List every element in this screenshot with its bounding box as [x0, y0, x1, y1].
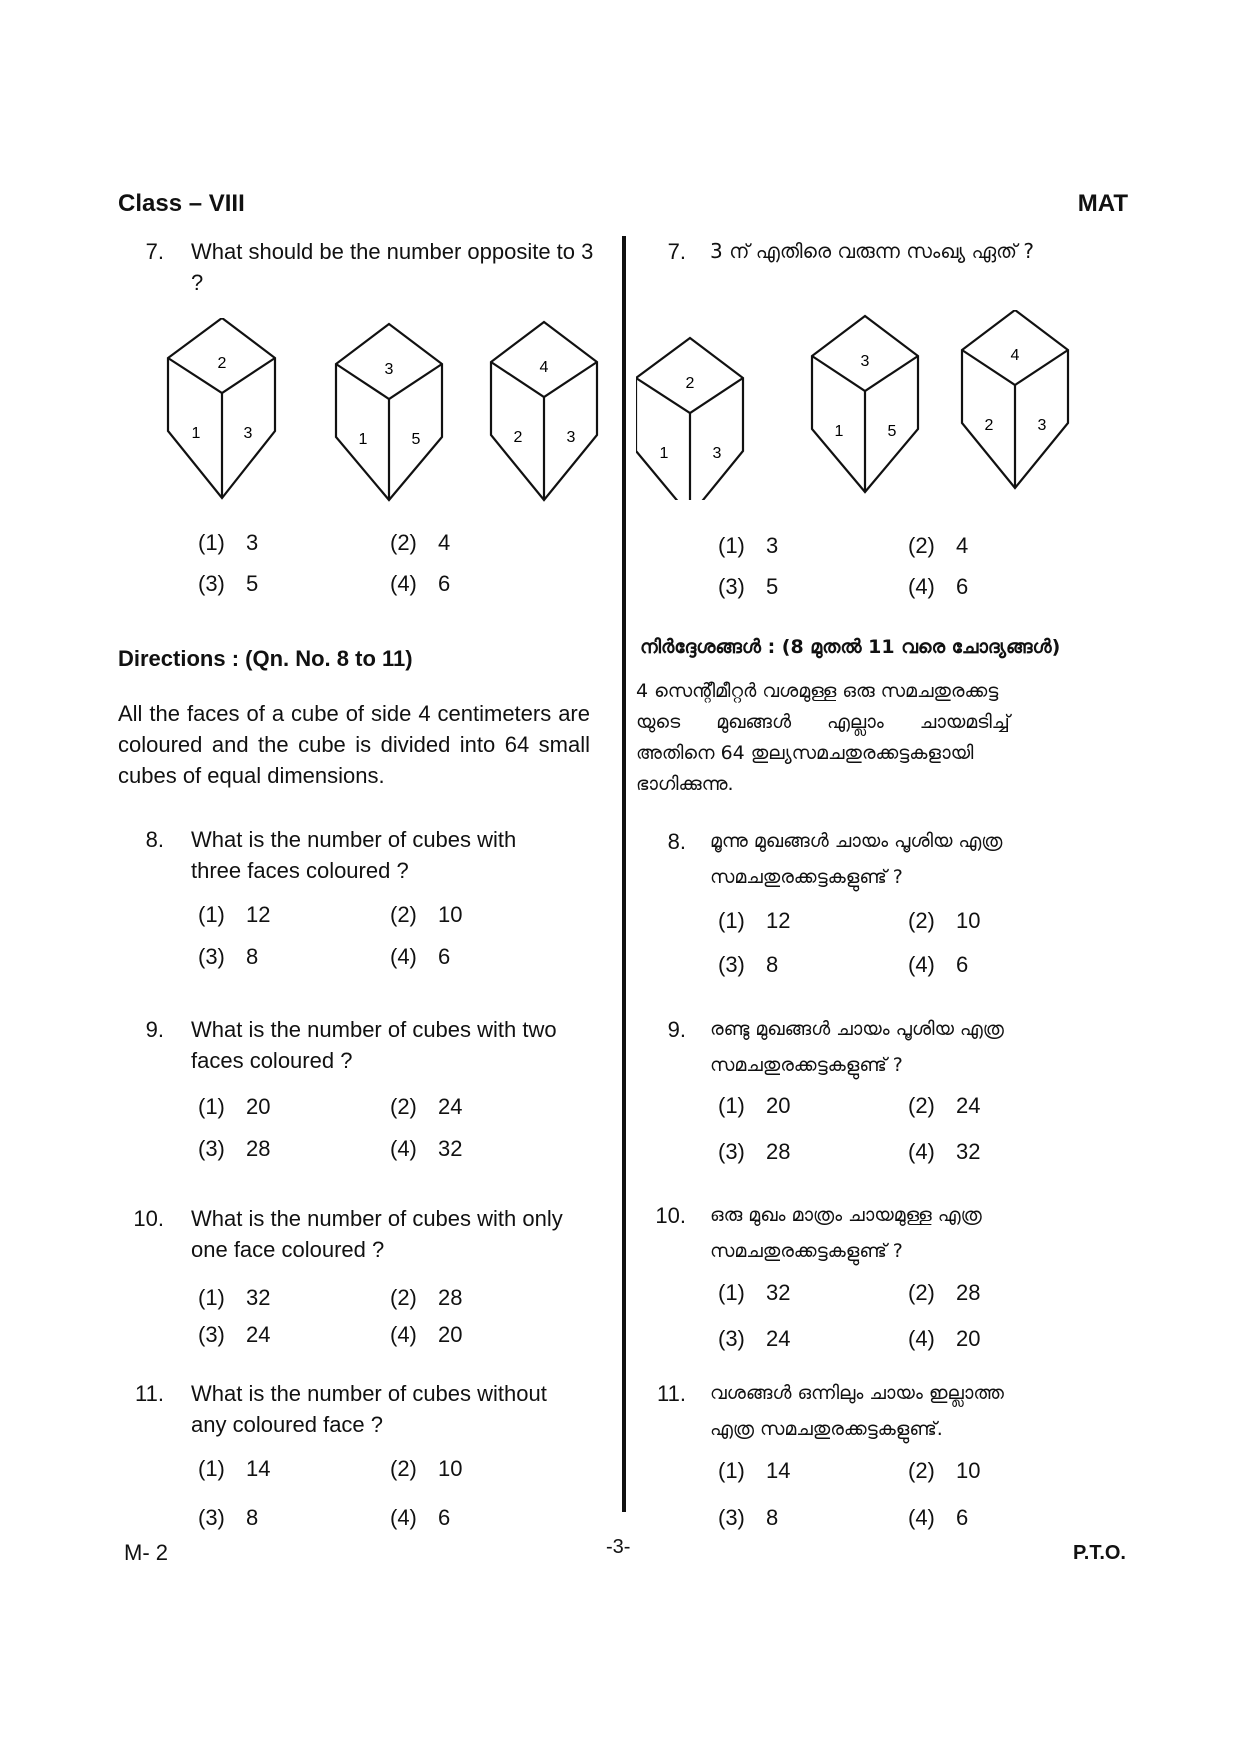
cube-2-top: 3 [860, 353, 870, 370]
option-2: (2) 10 [390, 902, 463, 927]
directions-line: ഭാഗിക്കുന്നു. [636, 773, 734, 795]
directions-line: യുടെ മുഖങ്ങൾ എല്ലാം ചായമടിച്ച് [636, 711, 1010, 733]
cube-1-right: 3 [712, 445, 722, 462]
option-1: (1) 32 [718, 1280, 791, 1305]
question-number: 8. [667, 829, 686, 854]
directions-heading-en: Directions : (Qn. No. 8 to 11) [118, 646, 413, 671]
option-2: (2) 28 [908, 1280, 981, 1305]
cube-figure-2 [812, 316, 918, 492]
option-4: (4) 6 [390, 944, 451, 969]
option-1: (1) 32 [198, 1285, 271, 1310]
option-2: (2) 4 [908, 533, 969, 558]
question-number: 10. [133, 1206, 164, 1231]
cube-1-top: 2 [217, 355, 227, 372]
question-number: 7. [667, 239, 686, 264]
option-2: (2) 10 [908, 908, 981, 933]
option-4: (4) 6 [908, 574, 969, 599]
question-text-line2: three faces coloured ? [191, 858, 409, 883]
header-class: Class – VIII [118, 190, 245, 217]
cube-2-left: 1 [358, 431, 368, 448]
option-4: (4) 20 [390, 1322, 463, 1347]
option-1: (1) 12 [198, 902, 271, 927]
option-4: (4) 32 [390, 1136, 463, 1161]
option-1: (1) 12 [718, 908, 791, 933]
cube-2-right: 5 [887, 423, 897, 440]
directions-line: 4 സെന്റീമീറ്റർ വശമുള്ള ഒരു സമചതുരക്കട്ട [636, 680, 999, 702]
cube-figure-3 [491, 322, 597, 500]
option-2: (2) 24 [908, 1093, 981, 1118]
cube-figure-1 [636, 338, 743, 500]
option-4: (4) 32 [908, 1139, 981, 1164]
question-text-line1: What is the number of cubes with two [191, 1017, 557, 1042]
cube-3-left: 2 [513, 429, 523, 446]
option-4: (4) 6 [390, 571, 451, 596]
option-3: (3) 8 [718, 952, 779, 977]
question-text-line1: What is the number of cubes with [191, 827, 517, 852]
option-3: (3) 8 [198, 1505, 259, 1530]
question-text: 3 ന് എതിരെ വരുന്ന സംഖ്യ ഏത് ? [710, 239, 1035, 263]
option-3: (3) 28 [718, 1139, 791, 1164]
cube-figures-en [160, 318, 610, 508]
option-1: (1) 20 [198, 1094, 271, 1119]
question-number: 9. [145, 1017, 164, 1042]
directions-text-en: All the faces of a cube of side 4 centimeters are coloured and the cube is divided into 64 small cubes of equal dimensions. [118, 701, 590, 788]
option-4: (4) 6 [390, 1505, 451, 1530]
cube-figure-2 [336, 324, 442, 500]
question-text-line2: one face coloured ? [191, 1237, 385, 1262]
question-text-line1: വശങ്ങൾ ഒന്നിലും ചായം ഇല്ലാത്ത [710, 1382, 1004, 1404]
cube-figure-1 [168, 318, 275, 498]
cube-figure-3 [962, 310, 1068, 488]
question-text-line2: സമചതുരക്കട്ടകളുണ്ട് ? [710, 1054, 903, 1076]
cube-3-top: 4 [539, 359, 549, 376]
question-text-line1: What is the number of cubes with only [191, 1206, 563, 1231]
option-2: (2) 28 [390, 1285, 463, 1310]
footer-pto: P.T.O. [1073, 1542, 1126, 1564]
question-text-line1: ഒരു മുഖം മാത്രം ചായമുള്ള എത്ര [710, 1204, 982, 1226]
cube-1-top: 2 [685, 375, 695, 392]
option-3: (3) 24 [198, 1322, 271, 1347]
cube-1-right: 3 [243, 425, 253, 442]
question-text-line2: സമചതുരക്കട്ടകളുണ്ട് ? [710, 866, 903, 888]
option-1: (1) 20 [718, 1093, 791, 1118]
question-number: 8. [145, 827, 164, 852]
column-divider [622, 236, 626, 1512]
option-3: (3) 5 [718, 574, 779, 599]
directions-text-ml [636, 676, 1116, 800]
option-4: (4) 20 [908, 1326, 981, 1351]
option-4: (4) 6 [908, 952, 969, 977]
question-number: 9. [667, 1017, 686, 1042]
footer-code: M- 2 [124, 1540, 168, 1565]
cube-1-left: 1 [659, 445, 669, 462]
header-subject: MAT [1077, 190, 1128, 217]
question-text-line1: മൂന്നു മുഖങ്ങൾ ചായം പൂശിയ എത്ര [710, 830, 1003, 852]
question-text-line2: സമചതുരക്കട്ടകളുണ്ട് ? [710, 1240, 903, 1262]
cube-figures-ml [636, 310, 1076, 500]
option-1: (1) 14 [198, 1456, 271, 1481]
option-2: (2) 4 [390, 530, 451, 555]
question-number: 11. [135, 1381, 164, 1406]
cube-3-left: 2 [984, 417, 994, 434]
question-number: 10. [655, 1203, 686, 1228]
directions-heading-ml: നിർദ്ദേശങ്ങൾ : (8 മുതൽ 11 വരെ ചോദ്യങ്ങൾ) [640, 636, 1061, 658]
option-3: (3) 8 [198, 944, 259, 969]
page-number: -3- [606, 1536, 631, 1558]
question-text-line2: എത്ര സമചതുരക്കട്ടകളുണ്ട്. [710, 1418, 943, 1440]
cube-3-right: 3 [566, 429, 576, 446]
question-text: What should be the number opposite to 3 ? [191, 239, 594, 295]
option-1: (1) 3 [718, 533, 779, 558]
cube-2-left: 1 [834, 423, 844, 440]
question-text-line2: faces coloured ? [191, 1048, 353, 1073]
question-text-line2: any coloured face ? [191, 1412, 384, 1437]
option-3: (3) 5 [198, 571, 259, 596]
option-3: (3) 28 [198, 1136, 271, 1161]
question-text-line1: രണ്ടു മുഖങ്ങൾ ചായം പൂശിയ എത്ര [710, 1018, 1004, 1040]
cube-3-right: 3 [1037, 417, 1047, 434]
option-2: (2) 24 [390, 1094, 463, 1119]
question-number: 11. [657, 1381, 686, 1406]
option-3: (3) 8 [718, 1505, 779, 1530]
cube-1-left: 1 [191, 425, 201, 442]
option-4: (4) 6 [908, 1505, 969, 1530]
directions-line: അതിനെ 64 തുല്യസമചതുരക്കട്ടകളായി [636, 742, 974, 764]
option-1: (1) 14 [718, 1458, 791, 1483]
option-2: (2) 10 [908, 1458, 981, 1483]
question-text-line1: What is the number of cubes without [191, 1381, 547, 1406]
cube-2-right: 5 [411, 431, 421, 448]
option-3: (3) 24 [718, 1326, 791, 1351]
question-number: 7. [145, 239, 164, 264]
cube-3-top: 4 [1010, 347, 1020, 364]
cube-2-top: 3 [384, 361, 394, 378]
option-1: (1) 3 [198, 530, 259, 555]
option-2: (2) 10 [390, 1456, 463, 1481]
